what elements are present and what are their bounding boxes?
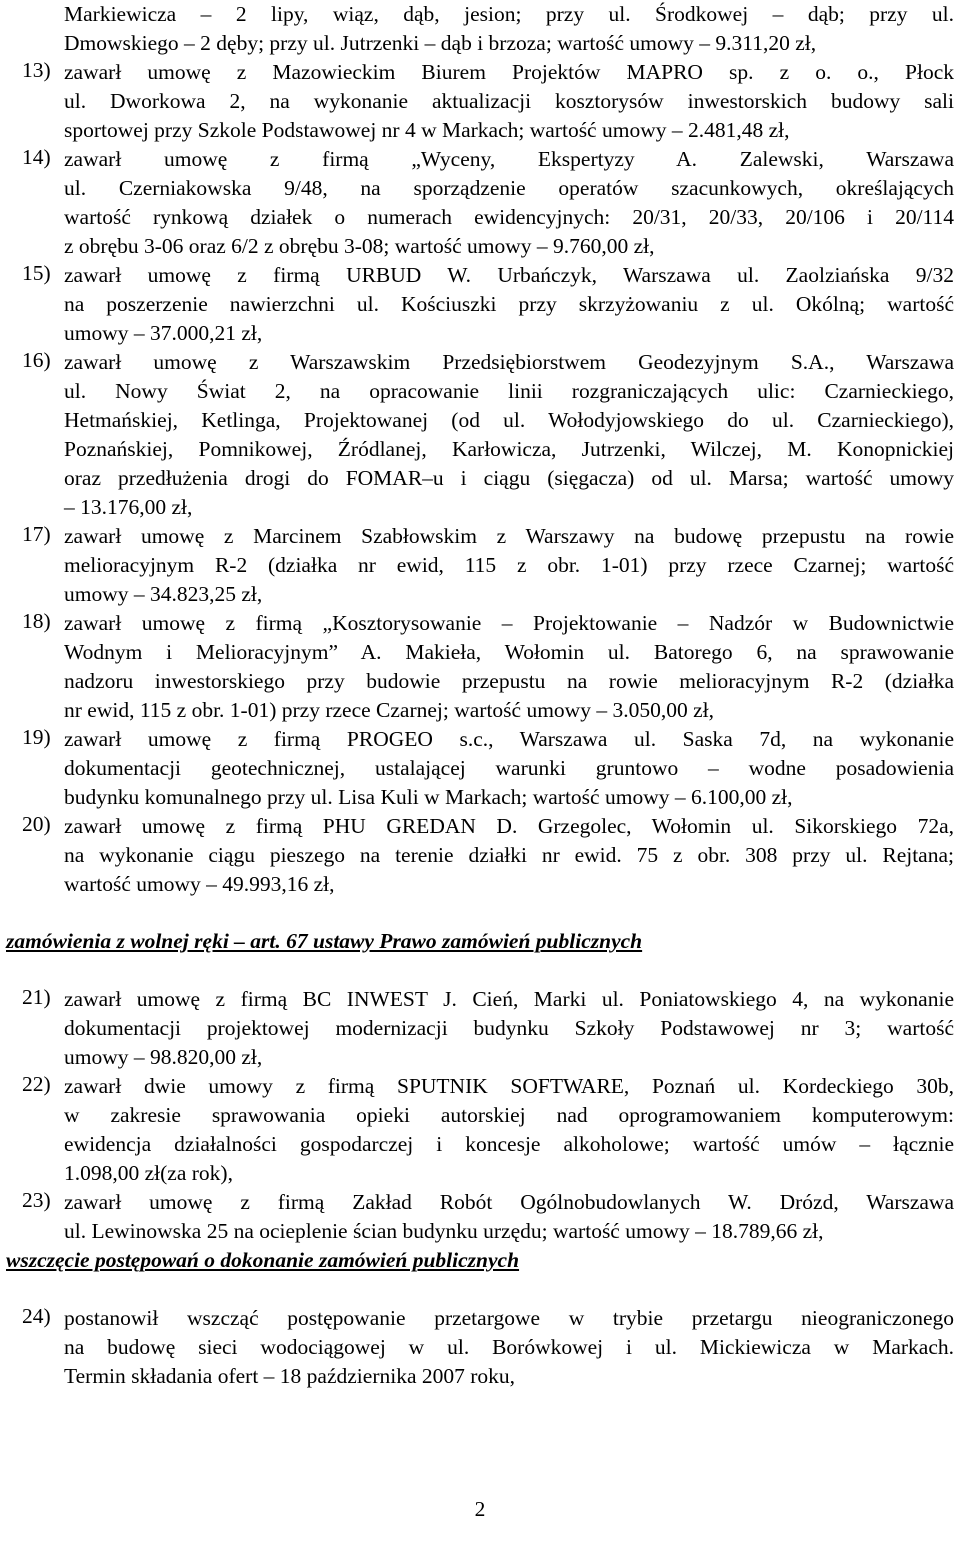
item-number: 13) xyxy=(22,58,51,82)
item-line: oraz przedłużenia drogi do FOMAR–u i ciągu (sięgacza) od ul. Marsa; wartość umowy xyxy=(64,466,954,490)
item-line: Wodnym i Melioracyjnym” A. Makieła, Wołomin ul. Batorego 6, na sprawowanie xyxy=(64,640,954,664)
item-line: Poznańskiej, Pomnikowej, Źródlanej, Karłowicza, Jutrzenki, Wilczej, M. Konopnickiej xyxy=(64,437,954,461)
item-line: z obrębu 3-06 oraz 6/2 z obrębu 3-08; wartość umowy – 9.760,00 zł, xyxy=(64,234,655,258)
item-line: na poszerzenie nawierzchni ul. Kościuszki przy skrzyżowaniu z ul. Okólną; wartość xyxy=(64,292,954,316)
item-line: Termin składania ofert – 18 października 2007 roku, xyxy=(64,1364,516,1388)
item-number: 21) xyxy=(22,985,51,1009)
item-line: na wykonanie ciągu pieszego na terenie działki nr ewid. 75 z obr. 308 przy ul. Rejtana; xyxy=(64,843,954,867)
item-line: zawarł umowę z firmą „Kosztorysowanie – Projektowanie – Nadzór w Budownictwie xyxy=(64,611,954,635)
item-line: ul. Lewinowska 25 na ocieplenie ścian budynku urzędu; wartość umowy – 18.789,66 zł, xyxy=(64,1219,824,1243)
item-line: Hetmańskiej, Ketlinga, Projektowanej (od ul. Wołodyjowskiego do ul. Czarnieckiego), xyxy=(64,408,954,432)
item-number: 18) xyxy=(22,609,51,633)
item-line: zawarł umowę z Marcinem Szabłowskim z Warszawy na budowę przepustu na rowie xyxy=(64,524,954,548)
item-number: 14) xyxy=(22,145,51,169)
item-line: dokumentacji geotechnicznej, ustalającej warunki gruntowo – wodne posadowienia xyxy=(64,756,954,780)
item-line: ewidencja działalności gospodarczej i koncesje alkoholowe; wartość umów – łącznie xyxy=(64,1132,954,1156)
item-line: ul. Nowy Świat 2, na opracowanie linii rozgraniczających ulic: Czarnieckiego, xyxy=(64,379,954,403)
item-number: 16) xyxy=(22,348,51,372)
item-line: wartość rynkową działek o numerach ewidencyjnych: 20/31, 20/33, 20/106 i 20/114 xyxy=(64,205,954,229)
item-line: – 13.176,00 zł, xyxy=(64,495,193,519)
item-line: zawarł umowę z firmą Zakład Robót Ogólnobudowlanych W. Drózd, Warszawa xyxy=(64,1190,954,1214)
item-number: 19) xyxy=(22,725,51,749)
section-heading: wszczęcie postępowań o dokonanie zamówień publicznych xyxy=(6,1248,520,1272)
item-number: 15) xyxy=(22,261,51,285)
item-line: zawarł dwie umowy z firmą SPUTNIK SOFTWARE, Poznań ul. Kordeckiego 30b, xyxy=(64,1074,954,1098)
item-line: ul. Dworkowa 2, na wykonanie aktualizacji kosztorysów inwestorskich budowy sali xyxy=(64,89,954,113)
item-line: umowy – 34.823,25 zł, xyxy=(64,582,263,606)
item-line: 1.098,00 zł(za rok), xyxy=(64,1161,233,1185)
item-number: 20) xyxy=(22,812,51,836)
item-line: melioracyjnym R-2 (działka nr ewid, 115 z obr. 1-01) przy rzece Czarnej; wartość xyxy=(64,553,954,577)
item-number: 23) xyxy=(22,1188,51,1212)
item-line: umowy – 37.000,21 zł, xyxy=(64,321,263,345)
item-line: zawarł umowę z Mazowieckim Biurem Projektów MAPRO sp. z o. o., Płock xyxy=(64,60,954,84)
item-line: zawarł umowę z Warszawskim Przedsiębiorstwem Geodezyjnym S.A., Warszawa xyxy=(64,350,954,374)
continuation-line: Markiewicza – 2 lipy, wiąz, dąb, jesion; przy ul. Środkowej – dąb; przy ul. xyxy=(64,2,954,26)
item-line: postanowił wszcząć postępowanie przetargowe w trybie przetargu nieograniczonego xyxy=(64,1306,954,1330)
page-number: 2 xyxy=(474,1497,486,1521)
item-line: zawarł umowę z firmą PHU GREDAN D. Grzegolec, Wołomin ul. Sikorskiego 72a, xyxy=(64,814,954,838)
item-line: w zakresie sprawowania opieki autorskiej nad oprogramowaniem komputerowym: xyxy=(64,1103,954,1127)
item-line: na budowę sieci wodociągowej w ul. Borówkowej i ul. Mickiewicza w Markach. xyxy=(64,1335,954,1359)
item-line: sportowej przy Szkole Podstawowej nr 4 w Markach; wartość umowy – 2.481,48 zł, xyxy=(64,118,790,142)
item-line: zawarł umowę z firmą „Wyceny, Ekspertyzy A. Zalewski, Warszawa xyxy=(64,147,954,171)
item-line: nr ewid, 115 z obr. 1-01) przy rzece Czarnej; wartość umowy – 3.050,00 zł, xyxy=(64,698,714,722)
section-heading: zamówienia z wolnej ręki – art. 67 ustawy Prawo zamówień publicznych xyxy=(6,929,643,953)
item-number: 22) xyxy=(22,1072,51,1096)
item-line: wartość umowy – 49.993,16 zł, xyxy=(64,872,335,896)
item-number: 17) xyxy=(22,522,51,546)
item-line: zawarł umowę z firmą BC INWEST J. Cień, Marki ul. Poniatowskiego 4, na wykonanie xyxy=(64,987,954,1011)
item-line: budynku komunalnego przy ul. Lisa Kuli w Markach; wartość umowy – 6.100,00 zł, xyxy=(64,785,793,809)
item-line: dokumentacji projektowej modernizacji budynku Szkoły Podstawowej nr 3; wartość xyxy=(64,1016,954,1040)
continuation-line: Dmowskiego – 2 dęby; przy ul. Jutrzenki – dąb i brzoza; wartość umowy – 9.311,20 zł, xyxy=(64,31,817,55)
item-line: ul. Czerniakowska 9/48, na sporządzenie operatów szacunkowych, określających xyxy=(64,176,954,200)
item-line: zawarł umowę z firmą PROGEO s.c., Warszawa ul. Saska 7d, na wykonanie xyxy=(64,727,954,751)
item-line: zawarł umowę z firmą URBUD W. Urbańczyk, Warszawa ul. Zaolziańska 9/32 xyxy=(64,263,954,287)
item-line: nadzoru inwestorskiego przy budowie przepustu na rowie melioracyjnym R-2 (działka xyxy=(64,669,954,693)
item-line: umowy – 98.820,00 zł, xyxy=(64,1045,263,1069)
item-number: 24) xyxy=(22,1304,51,1328)
